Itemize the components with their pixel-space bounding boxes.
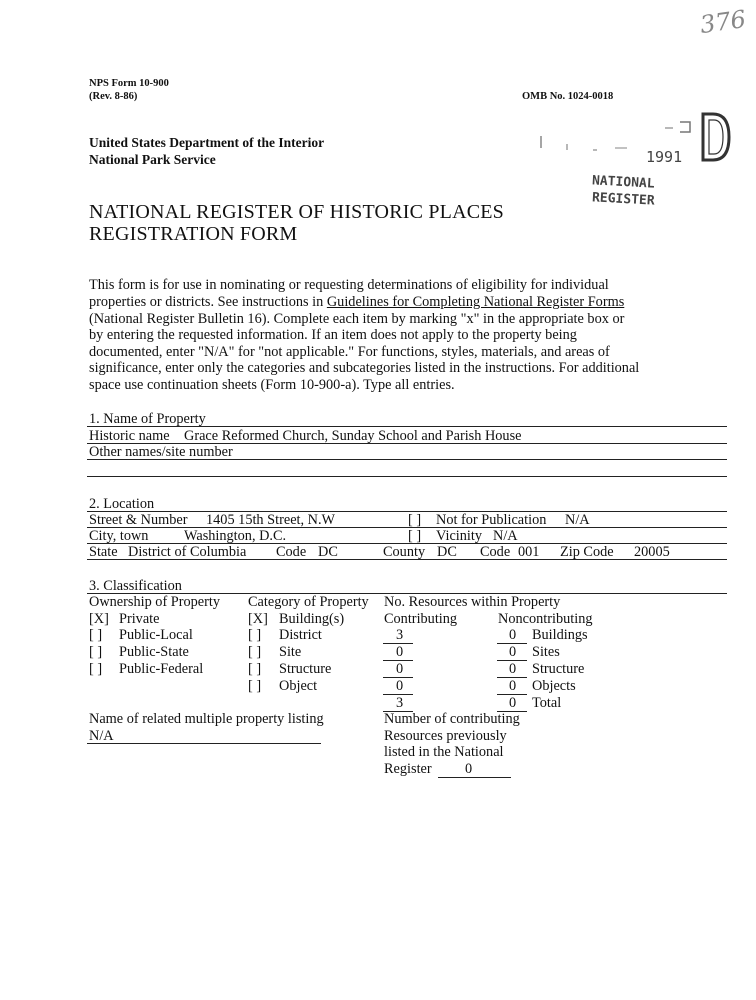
form-revision: (Rev. 8-86) xyxy=(89,91,138,102)
category-building-checkbox[interactable]: [X] xyxy=(248,611,268,627)
ownership-public-federal-label: Public-Federal xyxy=(119,661,204,677)
vicinity-checkbox[interactable]: [ ] xyxy=(408,528,422,544)
ownership-public-local-label: Public-Local xyxy=(119,627,193,643)
resources-header: No. Resources within Property xyxy=(384,594,561,610)
divider xyxy=(87,459,727,460)
instructions-line: by entering the requested information. If an item does not apply to the property being xyxy=(89,327,577,343)
ownership-private-checkbox[interactable]: [X] xyxy=(89,611,109,627)
noncontributing-sites-count[interactable]: 0 xyxy=(509,644,517,660)
category-site-label: Site xyxy=(279,644,302,660)
category-object-label: Object xyxy=(279,678,318,694)
instructions-line: significance, enter only the categories and subcategories listed in the instructions. For additional xyxy=(89,360,640,376)
section-2-heading: 2. Location xyxy=(89,496,155,512)
stamp-line-2: REGISTER xyxy=(591,190,655,209)
form-subtitle: REGISTRATION FORM xyxy=(89,223,298,245)
category-header: Category of Property xyxy=(248,594,369,610)
previously-listed-label: listed in the National xyxy=(384,744,504,760)
zip-value[interactable]: 20005 xyxy=(634,544,670,560)
section-1-heading: 1. Name of Property xyxy=(89,411,206,427)
zip-label: Zip Code xyxy=(560,544,614,560)
instructions-text: properties or districts. See instructions in xyxy=(89,294,327,310)
instructions-line: documented, enter "N/A" for "not applicable." For functions, styles, materials, and areas of xyxy=(89,344,610,360)
multiple-listing-value[interactable]: N/A xyxy=(89,728,114,744)
previously-listed-label: Resources previously xyxy=(384,728,507,744)
section-3-heading: 3. Classification xyxy=(89,578,182,594)
stamp-marks xyxy=(535,108,735,168)
noncontributing-objects-count[interactable]: 0 xyxy=(509,678,517,694)
stamp-date: 1991 xyxy=(646,148,683,166)
resource-sites-label: Sites xyxy=(532,644,560,660)
divider xyxy=(87,527,727,528)
handwritten-page-mark: 376 xyxy=(698,4,748,40)
contributing-sites-count[interactable]: 0 xyxy=(396,644,404,660)
historic-name-value[interactable]: Grace Reformed Church, Sunday School and Parish House xyxy=(184,428,522,444)
ownership-public-state-label: Public-State xyxy=(119,644,189,660)
noncontributing-structure-count[interactable]: 0 xyxy=(509,661,517,677)
divider xyxy=(87,426,727,427)
contributing-objects-count[interactable]: 0 xyxy=(396,678,404,694)
not-for-publication-label: Not for Publication xyxy=(436,512,547,528)
street-label: Street & Number xyxy=(89,512,188,528)
fill-line xyxy=(438,777,511,778)
county-code-label: Code xyxy=(480,544,511,560)
previously-listed-label: Register xyxy=(384,761,432,777)
state-code-value[interactable]: DC xyxy=(318,544,338,560)
divider xyxy=(87,476,727,477)
guidelines-reference: Guidelines for Completing National Register Forms xyxy=(326,294,625,310)
form-title: NATIONAL REGISTER OF HISTORIC PLACES xyxy=(89,201,505,223)
form-number: NPS Form 10-900 xyxy=(89,78,169,89)
previously-listed-value[interactable]: 0 xyxy=(465,761,473,777)
county-code-value[interactable]: 001 xyxy=(518,544,540,560)
multiple-listing-label: Name of related multiple property listing xyxy=(89,711,324,727)
instructions-line: space use continuation sheets (Form 10-900-a). Type all entries. xyxy=(89,377,455,393)
contributing-structure-count[interactable]: 0 xyxy=(396,661,404,677)
category-district-checkbox[interactable]: [ ] xyxy=(248,627,262,643)
resource-buildings-label: Buildings xyxy=(532,627,588,643)
stamp-line-1: NATIONAL xyxy=(591,173,655,192)
category-structure-checkbox[interactable]: [ ] xyxy=(248,661,262,677)
ownership-public-state-checkbox[interactable]: [ ] xyxy=(89,644,103,660)
resource-total-label: Total xyxy=(532,695,562,711)
county-value[interactable]: DC xyxy=(437,544,457,560)
divider xyxy=(87,559,727,560)
category-district-label: District xyxy=(279,627,322,643)
category-site-checkbox[interactable]: [ ] xyxy=(248,644,262,660)
vicinity-label: Vicinity xyxy=(436,528,482,544)
previously-listed-label: Number of contributing xyxy=(384,711,520,727)
vicinity-value[interactable]: N/A xyxy=(493,528,518,544)
ownership-private-label: Private xyxy=(119,611,160,627)
instructions-line: This form is for use in nominating or requesting determinations of eligibility for individual xyxy=(89,277,609,293)
city-value[interactable]: Washington, D.C. xyxy=(184,528,287,544)
noncontributing-header: Noncontributing xyxy=(498,611,593,627)
state-value[interactable]: District of Columbia xyxy=(128,544,247,560)
county-label: County xyxy=(383,544,426,560)
instructions-line: (National Register Bulletin 16). Complete each item by marking "x" in the appropriate box or xyxy=(89,311,625,327)
category-building-label: Building(s) xyxy=(279,611,345,627)
instructions-line xyxy=(89,294,624,311)
resource-objects-label: Objects xyxy=(532,678,576,694)
agency-name: National Park Service xyxy=(89,152,216,167)
ownership-header: Ownership of Property xyxy=(89,594,221,610)
noncontributing-total-count[interactable]: 0 xyxy=(509,695,517,711)
fill-line xyxy=(87,743,321,744)
not-for-publication-checkbox[interactable]: [ ] xyxy=(408,512,422,528)
historic-name-label: Historic name xyxy=(89,428,170,444)
ownership-public-federal-checkbox[interactable]: [ ] xyxy=(89,661,103,677)
omb-number: OMB No. 1024-0018 xyxy=(522,91,614,102)
department-name: United States Department of the Interior xyxy=(89,135,325,150)
category-structure-label: Structure xyxy=(279,661,332,677)
other-names-label: Other names/site number xyxy=(89,444,233,460)
contributing-total-count[interactable]: 3 xyxy=(396,695,404,711)
contributing-buildings-count[interactable]: 3 xyxy=(396,627,404,643)
street-value[interactable]: 1405 15th Street, N.W xyxy=(206,512,336,528)
resource-structure-label: Structure xyxy=(532,661,585,677)
category-object-checkbox[interactable]: [ ] xyxy=(248,678,262,694)
noncontributing-buildings-count[interactable]: 0 xyxy=(509,627,517,643)
state-code-label: Code xyxy=(276,544,307,560)
state-label: State xyxy=(89,544,118,560)
not-for-publication-value[interactable]: N/A xyxy=(565,512,590,528)
city-label: City, town xyxy=(89,528,149,544)
ownership-public-local-checkbox[interactable]: [ ] xyxy=(89,627,103,643)
contributing-header: Contributing xyxy=(384,611,458,627)
